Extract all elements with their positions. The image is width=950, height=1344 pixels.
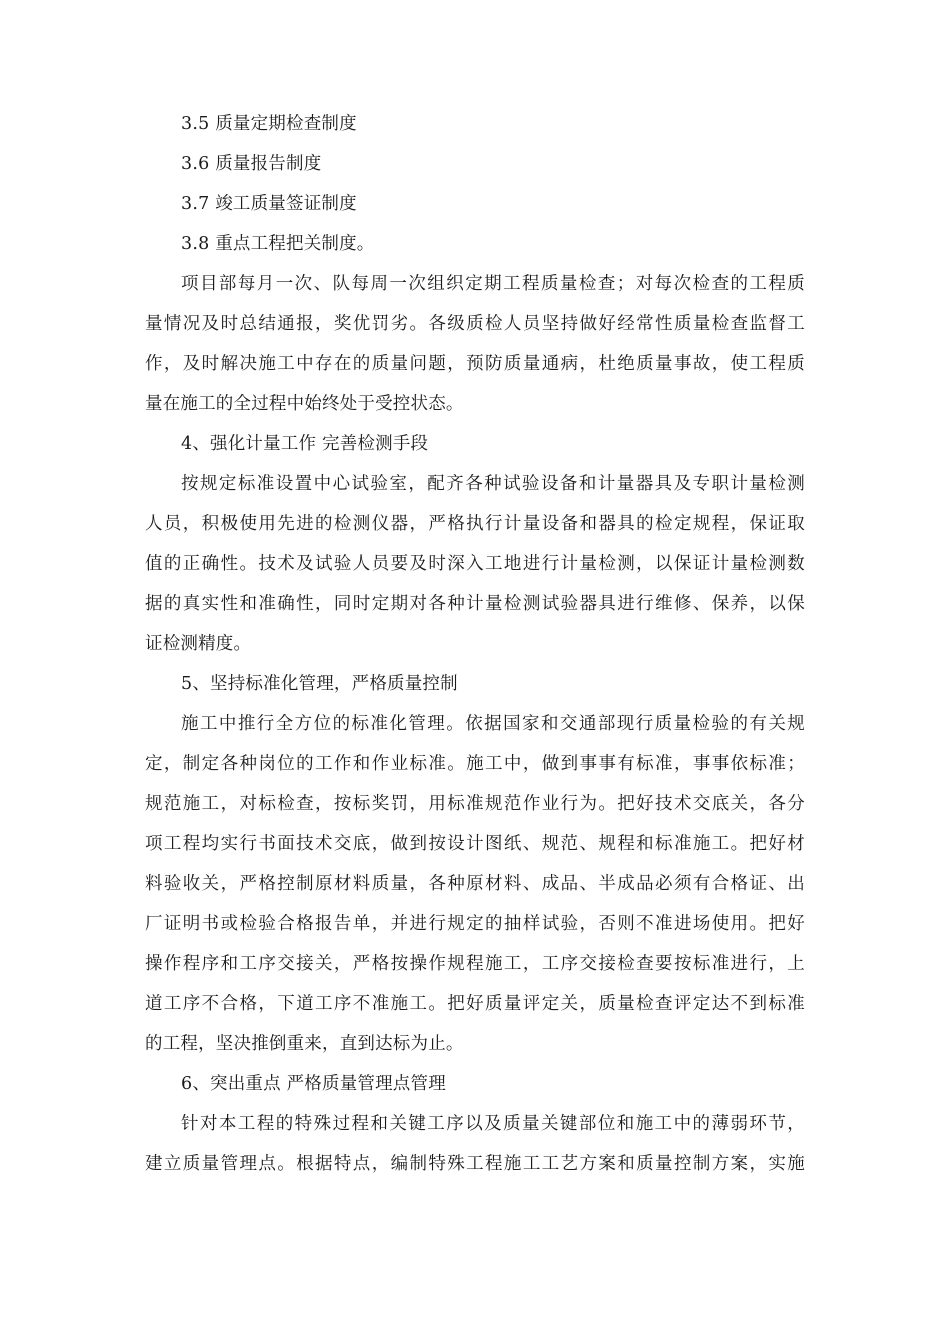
paragraph-standardization-line-9: 的工程，坚决推倒重来，直到达标为止。 [145,1034,464,1054]
paragraph-standardization-line-4: 项工程均实行书面技术交底，做到按设计图纸、规范、规程和标准施工。把好材 [145,834,805,854]
subsection-heading-3-5: 3.5 质量定期检查制度 [181,114,357,134]
subsection-heading-3-6: 3.6 质量报告制度 [181,154,322,174]
paragraph-measurement-line-1: 按规定标准设置中心试验室，配齐各种试验设备和计量器具及专职计量检测 [181,474,805,494]
paragraph-standardization-line-5: 料验收关，严格控制原材料质量，各种原材料、成品、半成品必须有合格证、出 [145,874,805,894]
paragraph-standardization-line-3: 规范施工，对标检查，按标奖罚，用标准规范作业行为。把好技术交底关，各分 [145,794,805,814]
paragraph-inspection-line-2: 量情况及时总结通报，奖优罚劣。各级质检人员坚持做好经常性质量检查监督工 [145,314,805,334]
section-heading-6: 6、突出重点 严格质量管理点管理 [181,1074,446,1094]
document-page [145,104,805,1184]
paragraph-inspection-line-3: 作，及时解决施工中存在的质量问题，预防质量通病，杜绝质量事故，使工程质 [145,354,805,374]
paragraph-measurement-line-4: 据的真实性和准确性，同时定期对各种计量检测试验器具进行维修、保养，以保 [145,594,805,614]
paragraph-standardization-line-2: 定，制定各种岗位的工作和作业标准。施工中，做到事事有标准，事事依标准； [145,754,805,774]
paragraph-measurement-line-2: 人员，积极使用先进的检测仪器，严格执行计量设备和器具的检定规程，保证取 [145,514,805,534]
paragraph-keypoints-line-1: 针对本工程的特殊过程和关键工序以及质量关键部位和施工中的薄弱环节， [181,1114,805,1134]
paragraph-standardization-line-8: 道工序不合格，下道工序不准施工。把好质量评定关，质量检查评定达不到标准 [145,994,805,1014]
paragraph-standardization-line-7: 操作程序和工序交接关，严格按操作规程施工，工序交接检查要按标准进行，上 [145,954,805,974]
section-heading-4: 4、强化计量工作 完善检测手段 [181,434,429,454]
section-heading-5: 5、坚持标准化管理，严格质量控制 [181,674,458,694]
subsection-heading-3-8: 3.8 重点工程把关制度。 [181,234,375,254]
paragraph-standardization-line-1: 施工中推行全方位的标准化管理。依据国家和交通部现行质量检验的有关规 [181,714,805,734]
paragraph-measurement-line-5: 证检测精度。 [145,634,252,654]
paragraph-inspection-line-4: 量在施工的全过程中始终处于受控状态。 [145,394,464,414]
paragraph-inspection-line-1: 项目部每月一次、队每周一次组织定期工程质量检查；对每次检查的工程质 [181,274,805,294]
paragraph-standardization-line-6: 厂证明书或检验合格报告单，并进行规定的抽样试验，否则不准进场使用。把好 [145,914,805,934]
subsection-heading-3-7: 3.7 竣工质量签证制度 [181,194,357,214]
paragraph-measurement-line-3: 值的正确性。技术及试验人员要及时深入工地进行计量检测，以保证计量检测数 [145,554,805,574]
paragraph-keypoints-line-2: 建立质量管理点。根据特点，编制特殊工程施工工艺方案和质量控制方案，实施 [145,1154,805,1174]
